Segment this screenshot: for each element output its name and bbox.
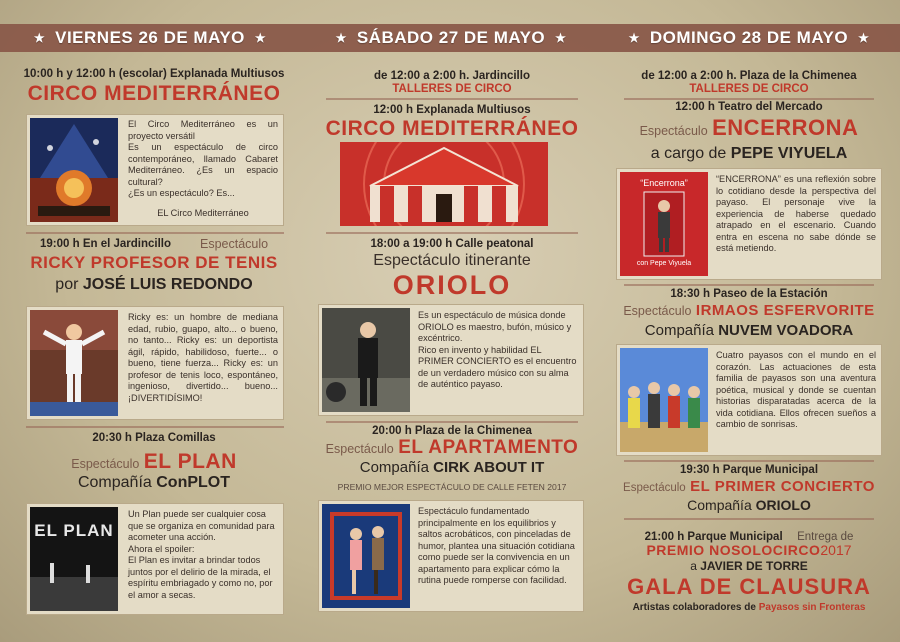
event-description: “ENCERRONA” es una reflexión sobre lo cotidiano desde la perspectiva del payaso. El personaje vive la experiencia de haberse quedado atrapado en el escenario. Cuando entra en escena no sabe dónde se está metiendo. (716, 174, 876, 253)
event-title-line (316, 437, 588, 459)
event-title: CIRCO MEDITERRÁNEO (27, 82, 281, 105)
prize-year: 2017 (820, 542, 852, 558)
company-name: NUVEM VOADORA (718, 322, 854, 339)
divider (326, 421, 578, 423)
event-time: 18:00 a 19:00 h Calle peatonal (370, 238, 534, 250)
divider (326, 232, 578, 234)
encerrona-poster (620, 172, 708, 276)
event-time: 12:00 h Explanada Multiusos (373, 104, 531, 116)
event-title: ORIOLO (392, 270, 512, 300)
event-time: 20:30 h Plaza Comillas (92, 432, 216, 444)
poster-title: EL PLAN (34, 521, 114, 540)
prize-note: PREMIO MEJOR ESPECTÁCULO DE CALLE FETEN 2017 (337, 482, 567, 492)
event-author-line (614, 145, 884, 163)
event-title: RICKY PROFESOR DE TENIS (30, 253, 278, 272)
star-icon: ★ (254, 31, 267, 45)
event-description: Cuatro payasos con el mundo en el corazón. Las actuaciones de esta familia de payasos son una aventura poética, musical y donde se cuentan historias disparatadas acerca de la vida cotidiana. Ellos ofrecen sueños a cambio de sonrisas. (716, 350, 876, 429)
prize-title: PREMIO NOSOLOCIRCO (646, 542, 821, 558)
event-description: Un Plan puede ser cualquier cosa que se organiza en comunidad para acometer una acción. Ahora el spoiler: El Plan es invitar a brindar todos juntos por el delirio de la mirada, el espíritu embriagado y como no, por el amor a secas. (128, 509, 275, 600)
event-description: Es un espectáculo de música donde ORIOLO es maestro, bufón, músico y excéntrico. Rico en invento y habilidad EL PRIMER CONCIERTO es el encuentro de un verdadero músico con su alma de auténtico payaso. (418, 310, 577, 389)
event-title: ENCERRONA (712, 115, 859, 140)
event-company-line (614, 497, 884, 513)
circus-photo (30, 118, 118, 222)
event-time: 20:00 h Plaza de la Chimenea (372, 425, 532, 437)
poster-subtitle: con Pepe Viyuela (636, 260, 692, 267)
divider (26, 426, 284, 428)
event-description: Espectáculo fundamentado principalmente en los equilibrios y saltos acrobáticos, con pinceladas de humor, plantea una situación cotidiana como puede ser la convivencia en un apartamento para explicar cómo la rutina puede romperse con facilidad. (418, 506, 575, 585)
author-name: PEPE VIYUELA (730, 145, 848, 162)
event-kind: Espectáculo (325, 442, 394, 456)
star-icon: ★ (335, 31, 347, 45)
company-name: ConPLOT (156, 474, 231, 491)
star-icon: ★ (33, 31, 46, 45)
company-label: Compañía (359, 459, 429, 476)
event-title: EL PLAN (143, 450, 237, 473)
day-label: VIERNES 26 DE MAYO (55, 28, 245, 47)
event-title: CIRCO MEDITERRÁNEO (325, 117, 579, 140)
prize-line (614, 542, 884, 560)
apartamento-photo (322, 504, 410, 608)
delivery-label: Entrega de (797, 531, 854, 543)
event-time: 19:30 h Parque Municipal (679, 464, 819, 476)
star-icon: ★ (858, 31, 870, 45)
event-time: 19:00 h En el Jardincillo (40, 238, 172, 250)
event-kind: Espectáculo (71, 457, 140, 471)
event-description: Ricky es: un hombre de mediana edad, rubio, guapo, alto... o bueno, no tanto... Ricky es: un deportista ágil, rápido, habilidoso, fuerte... o bueno, tiene fuerza... Ricky es: un profesor de tenis loco, espontáneo, ingenioso, divertido... bueno... ¡DIVERTIDÍSIMO! (128, 312, 278, 403)
gala-title: GALA DE CLAUSURA (627, 574, 871, 599)
event-title: TALLERES DE CIRCO (689, 83, 809, 95)
event-title-line (614, 302, 884, 320)
event-kind: Espectáculo itinerante (373, 252, 531, 269)
event-title-line (614, 115, 884, 141)
el-plan-poster (30, 507, 118, 611)
irmaos-photo (620, 348, 708, 452)
star-icon: ★ (555, 31, 567, 45)
event-time: de 12:00 a 2:00 h. Plaza de la Chimenea (641, 70, 857, 82)
event-time: 18:30 h Paseo de la Estación (670, 288, 828, 300)
divider (26, 232, 284, 234)
star-icon: ★ (628, 31, 640, 45)
artists-line (614, 602, 884, 613)
day-label: DOMINGO 28 DE MAYO (649, 28, 849, 47)
event-title-line (18, 450, 290, 474)
event-title: IRMAOS ESFERVORITE (695, 302, 875, 319)
day-header-saturday (320, 24, 582, 52)
event-kind: Espectáculo (200, 237, 269, 251)
divider (326, 98, 578, 100)
event-time: 12:00 h Teatro del Mercado (675, 101, 823, 113)
recipient-name: JAVIER DE TORRE (700, 559, 808, 573)
company-name: CIRK ABOUT IT (433, 459, 545, 476)
event-kind: Espectáculo (623, 482, 686, 494)
oriolo-photo (322, 308, 410, 412)
event-kind: Espectáculo (623, 304, 692, 318)
day-header-sunday (614, 24, 884, 52)
recipient-line (614, 559, 884, 573)
event-signature: EL Circo Mediterráneo (157, 208, 249, 218)
poster-title: “Encerrona” (640, 178, 688, 188)
circus-tent-image (340, 142, 548, 226)
company-label: Compañía (644, 322, 715, 339)
by-label: por (55, 276, 79, 293)
company-label: Compañía (77, 474, 152, 491)
divider (624, 518, 874, 520)
ricky-photo (30, 310, 118, 416)
event-description: El Circo Mediterráneo es un proyecto versátil Es un espectáculo de circo contemporáneo, llamado Cabaret Mediterráneo. ¿Es un espacio cultural? ¿Es un espectáculo? Es... (128, 119, 278, 198)
to-label: a (690, 559, 697, 573)
artists-label: Artistas colaboradores de (632, 602, 756, 613)
organization-name: Payasos sin Fronteras (758, 602, 866, 613)
event-title: TALLERES DE CIRCO (392, 83, 512, 95)
divider (624, 284, 874, 286)
event-title-line (614, 478, 884, 496)
event-title: EL PRIMER CONCIERTO (690, 478, 875, 495)
event-time: de 12:00 a 2:00 h. Jardincillo (374, 70, 530, 82)
company-name: ORIOLO (755, 497, 811, 513)
event-author-line (18, 276, 290, 294)
event-company-line (18, 474, 290, 492)
company-label: Compañía (687, 497, 752, 513)
event-company-line (316, 459, 588, 476)
event-company-line (614, 322, 884, 339)
event-time: 10:00 h y 12:00 h (escolar) Explanada Multiusos (23, 68, 285, 80)
day-header-friday (20, 24, 280, 52)
event-kind: Espectáculo (639, 124, 708, 138)
event-title: EL APARTAMENTO (398, 437, 579, 458)
divider (624, 98, 874, 100)
by-label: a cargo de (650, 145, 727, 162)
day-label: SÁBADO 27 DE MAYO (356, 28, 546, 47)
author-name: JOSÉ LUIS REDONDO (82, 276, 253, 293)
event-time: 21:00 h Parque Municipal (644, 531, 783, 543)
divider (624, 460, 874, 462)
